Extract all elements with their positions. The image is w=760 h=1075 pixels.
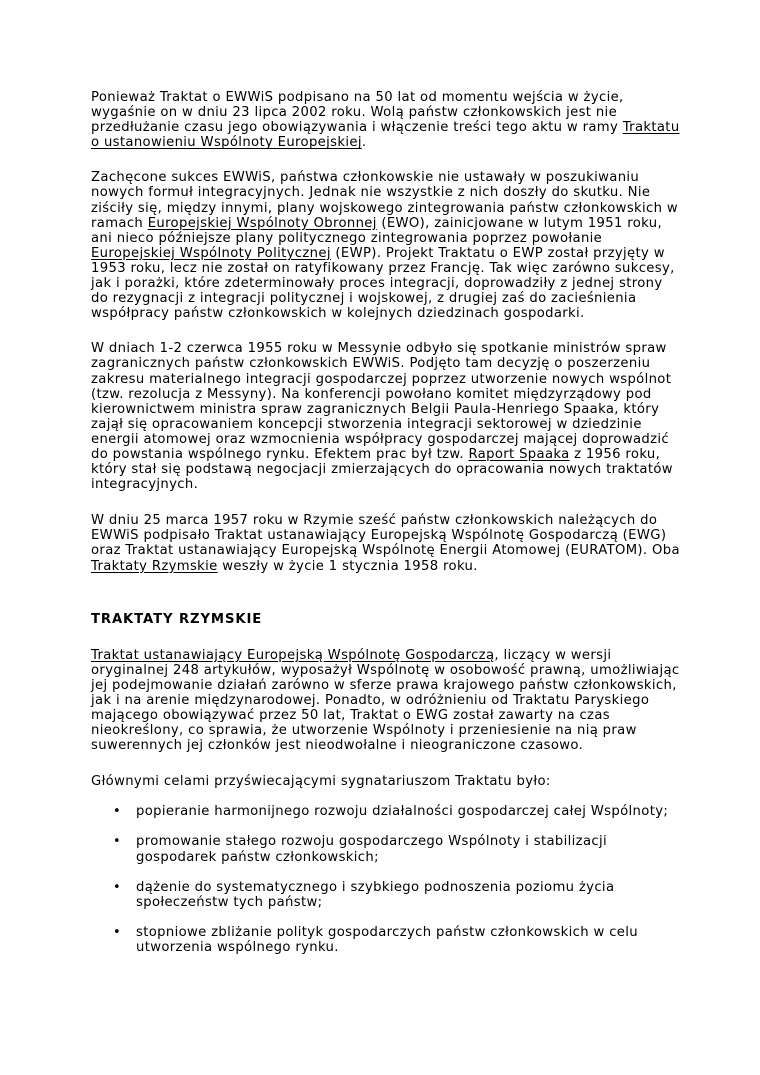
link-traktat-ewg[interactable]: Traktat ustanawiający Europejską Wspólnotę Gospodarczą (91, 647, 495, 663)
paragraph-text: . (361, 135, 367, 151)
paragraph-text: (EWO), zainicjowane w lutym 1951 roku, ani nieco późniejsze plany politycznego zintegrowania poprzez powołanie (91, 215, 662, 246)
paragraph-ewwis-expiry (91, 90, 680, 150)
paragraph-ewg-treaty (91, 648, 680, 754)
list-item (113, 880, 680, 910)
bullet-icon: • (113, 924, 122, 940)
list-item (113, 834, 680, 864)
list-item-text: promowanie stałego rozwoju gospodarczego Wspólnoty i stabilizacji gospodarek państw członkowskich; (136, 834, 608, 865)
paragraph-text: Zachęcone sukces EWWiS, państwa członkowskie nie ustawały w poszukiwaniu nowych formuł integracyjnych. Jednak nie wszystkie z nich doszły do skutku. Nie ziściły się, między innymi, plany wojskowego zintegrowania państw członkowskich w ramach (91, 170, 679, 231)
paragraph-goals-intro: Głównymi celami przyświecającymi sygnatariuszom Traktatu było: (91, 774, 551, 790)
bullet-icon: • (113, 879, 122, 895)
link-europejska-wspolnota-polityczna[interactable]: Europejskiej Wspólnoty Politycznej (91, 245, 331, 261)
paragraph-text: (EWP). Projekt Traktatu o EWP został przyjęty w 1953 roku, lecz nie został on ratyfikowany przez Francję. Tak więc zarówno sukcesy, jak i porażki, które zdeterminowały proces integracji, doprowadziły z jednej strony do rezygnacji z integracji politycznej i wojskowej, z drugiej zaś do zacieśnienia współpracy państw członkowskich w kolejnych dziedzinach gospodarki. (91, 245, 675, 322)
paragraph-text: W dniach 1-2 czerwca 1955 roku w Messynie odbyło się spotkanie ministrów spraw zagranicznych państw członkowskich EWWiS. Podjęto tam decyzję o poszerzeniu zakresu materialnego integracji gospodarczej poprzez utworzenie nowych wspólnot (tzw. rezolucja z Messyny). Na konferencji powołano komitet międzyrządowy pod kierownictwem ministra spraw zagranicznych Belgii Paula-Henriego Spaaka, który zajął się opracowaniem koncepcji stworzenia integracji sektorowej w dziedzinie energii atomowej oraz wzmocnienia współpracy gospodarczej mającej doprowadzić do powstania wspólnego rynku. Efektem prac był tzw. (91, 341, 672, 462)
bullet-icon: • (113, 834, 122, 850)
section-heading-traktaty-rzymskie: TRAKTATY RZYMSKIE (91, 611, 263, 627)
link-traktat-wspolnota-europejska[interactable]: Traktatu o ustanowieniu Wspólnoty Europejskiej (91, 120, 680, 151)
list-item (113, 925, 680, 955)
link-raport-spaaka[interactable]: Raport Spaaka (468, 446, 570, 462)
link-europejska-wspolnota-obronna[interactable]: Europejskiej Wspólnoty Obronnej (147, 215, 377, 231)
list-item (113, 804, 680, 819)
paragraph-text: weszły w życie 1 stycznia 1958 roku. (217, 558, 478, 574)
paragraph-text: Ponieważ Traktat o EWWiS podpisano na 50 lat od momentu wejścia w życie, wygaśnie on w dniu 23 lipca 2002 roku. Wolą państw członkowskich jest nie przedłużanie czasu jego obowiązywania i włączenie treści tego aktu w ramy (91, 90, 624, 136)
link-traktaty-rzymskie[interactable]: Traktaty Rzymskie (91, 558, 218, 574)
paragraph-integration-attempts (91, 170, 680, 321)
goals-list (91, 804, 680, 955)
paragraph-text: W dniu 25 marca 1957 roku w Rzymie sześć państw członkowskich należących do EWWiS podpisało Traktat ustanawiający Europejską Wspólnotę Gospodarczą (EWG) oraz Traktat ustanawiający Europejską Wspólnotę Energii Atomowej (EURATOM). Oba (91, 513, 680, 559)
list-item-text: dążenie do systematycznego i szybkiego podnoszenia poziomu życia społeczeństw tych państw; (136, 879, 615, 910)
paragraph-text: , liczący w wersji oryginalnej 248 artykułów, wyposażył Wspólnotę w osobowość prawną, umożliwiając jej podejmowanie działań zarówno w sferze prawa krajowego państw członkowskich, jak i na arenie międzynarodowej. Ponadto, w odróżnieniu od Traktatu Paryskiego mającego obowiązywać przez 50 lat, Traktat o EWG został zawarty na czas nieokreślony, co sprawia, że utworzenie Wspólnoty i przeniesienie na nią praw suwerennych jej członków jest nieodwołalne i nieograniczone czasowo. (91, 647, 680, 754)
list-item-text: stopniowe zbliżanie polityk gospodarczych państw członkowskich w celu utworzenia wspólnego rynku. (136, 924, 638, 955)
list-item-text: popieranie harmonijnego rozwoju działalności gospodarczej całej Wspólnoty; (136, 804, 669, 820)
paragraph-text: z 1956 roku, który stał się podstawą negocjacji zmierzających do opracowania nowych traktatów integracyjnych. (91, 446, 673, 493)
paragraph-rome-treaties-signing (91, 513, 680, 573)
paragraph-messina-conference (91, 341, 680, 492)
bullet-icon: • (113, 804, 122, 820)
